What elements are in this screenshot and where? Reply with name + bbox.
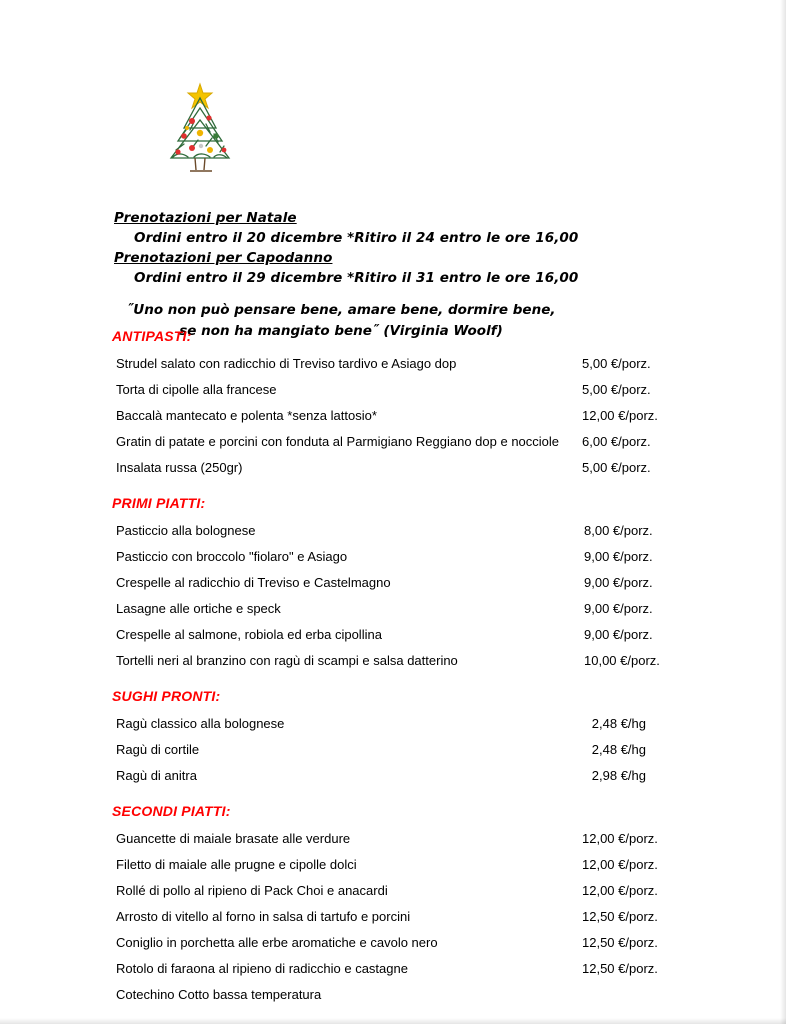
menu-item-name: Arrosto di vitello al forno in salsa di tartufo e porcini (116, 909, 411, 924)
page-edge-right (780, 0, 786, 1024)
menu-item-price: 5,00 €/porz. (582, 460, 651, 475)
menu-item-name: Rotolo di faraona al ripieno di radicchio e castagne (116, 961, 408, 976)
menu-item-price: 12,00 €/porz. (582, 883, 658, 898)
menu-item-name: Rollé di pollo al ripieno di Pack Choi e anacardi (116, 883, 388, 898)
menu-item-price: 5,00 €/porz. (582, 382, 651, 397)
section-title-primi-piatti: PRIMI PIATTI: (112, 495, 206, 511)
menu-item-price: 2,98 €/hg (591, 768, 646, 783)
menu-item-price: 12,00 €/porz. (582, 831, 658, 846)
menu-item-name: Tortelli neri al branzino con ragù di scampi e salsa datterino (116, 653, 458, 668)
menu-item-name: Coniglio in porchetta alle erbe aromatiche e cavolo nero (116, 935, 438, 950)
section-title-secondi-piatti: SECONDI PIATTI: (112, 803, 231, 819)
menu-item-name: Pasticcio alla bolognese (116, 523, 256, 538)
menu-item-price: 9,00 €/porz. (584, 601, 653, 616)
menu-item-name: Baccalà mantecato e polenta *senza lattosio* (116, 408, 377, 423)
menu-item-price: 8,00 €/porz. (584, 523, 653, 538)
menu-item (112, 429, 674, 455)
page-edge-bottom (0, 1018, 786, 1024)
menu-item-price: 12,00 €/porz. (582, 408, 658, 423)
menu-item-price: 9,00 €/porz. (584, 627, 653, 642)
menu-item (112, 904, 674, 930)
menu-item-name: Ragù di anitra (116, 768, 197, 783)
quote-line-2: se non ha mangiato bene˝ (Virginia Woolf) (179, 323, 503, 339)
menu-item-price: 2,48 €/hg (591, 742, 646, 757)
menu-item (112, 403, 674, 429)
menu-item-price: 12,50 €/porz. (582, 935, 658, 950)
menu-item-name: Insalata russa (250gr) (116, 460, 243, 475)
menu-item-name: Strudel salato con radicchio di Treviso tardivo e Asiago dop (116, 356, 457, 371)
menu-item-name: Crespelle al salmone, robiola ed erba cipollina (116, 627, 382, 642)
menu-item-name: Filetto di maiale alle prugne e cipolle dolci (116, 857, 357, 872)
menu-item (112, 737, 674, 763)
christmas-orders-detail: Ordini entro il 20 dicembre *Ritiro il 24 entro le ore 16,00 (134, 230, 579, 246)
menu-item-price: 9,00 €/porz. (584, 575, 653, 590)
menu-item (112, 852, 674, 878)
menu-item-price: 6,00 €/porz. (582, 434, 651, 449)
menu-item (112, 956, 674, 982)
menu-item-name: Guancette di maiale brasate alle verdure (116, 831, 351, 846)
menu-item (112, 622, 674, 648)
menu-item (112, 648, 674, 674)
christmas-orders-title: Prenotazioni per Natale (114, 210, 297, 226)
section-title-sughi-pronti: SUGHI PRONTI: (112, 688, 221, 704)
menu-item (112, 930, 674, 956)
menu-section-sughi-pronti (112, 688, 674, 789)
menu-item-price: 5,00 €/porz. (582, 356, 651, 371)
menu-list (112, 328, 674, 1022)
newyear-orders-detail: Ordini entro il 29 dicembre *Ritiro il 31 entro le ore 16,00 (134, 270, 579, 286)
reservation-header (112, 208, 692, 342)
menu-item-name: Torta di cipolle alla francese (116, 382, 277, 397)
menu-item (112, 982, 674, 1008)
menu-item (112, 763, 674, 789)
menu-item-price: 2,48 €/hg (591, 716, 646, 731)
menu-item-name: Lasagne alle ortiche e speck (116, 601, 281, 616)
menu-item-price: 12,50 €/porz. (582, 961, 658, 976)
menu-section-secondi-piatti (112, 803, 674, 1008)
menu-item-price: 9,00 €/porz. (584, 549, 653, 564)
menu-item (112, 377, 674, 403)
menu-section-antipasti (112, 328, 674, 481)
menu-item-price: 10,00 €/porz. (584, 653, 660, 668)
menu-item-price: 12,50 €/porz. (582, 909, 658, 924)
christmas-tree-icon (140, 78, 260, 188)
menu-item (112, 518, 674, 544)
menu-item-name: Ragù classico alla bolognese (116, 716, 285, 731)
menu-item (112, 570, 674, 596)
menu-item-name: Crespelle al radicchio di Treviso e Castelmagno (116, 575, 391, 590)
menu-item (112, 455, 674, 481)
menu-item (112, 878, 674, 904)
menu-item-name: Ragù di cortile (116, 742, 200, 757)
section-title-antipasti: ANTIPASTI: (112, 328, 192, 344)
menu-item-name: Gratin di patate e porcini con fonduta al Parmigiano Reggiano dop e nocciole (116, 434, 560, 449)
menu-item (112, 544, 674, 570)
menu-section-primi-piatti (112, 495, 674, 674)
menu-item-name: Cotechino Cotto bassa temperatura (116, 987, 322, 1002)
newyear-orders-title: Prenotazioni per Capodanno (114, 250, 333, 266)
menu-item (112, 711, 674, 737)
menu-item-name: Pasticcio con broccolo "fiolaro" e Asiago (116, 549, 348, 564)
menu-item-price: 12,00 €/porz. (582, 857, 658, 872)
menu-item (112, 351, 674, 377)
menu-item (112, 826, 674, 852)
quote-line-1: ˝Uno non può pensare bene, amare bene, dormire bene, (126, 302, 556, 318)
menu-item (112, 596, 674, 622)
